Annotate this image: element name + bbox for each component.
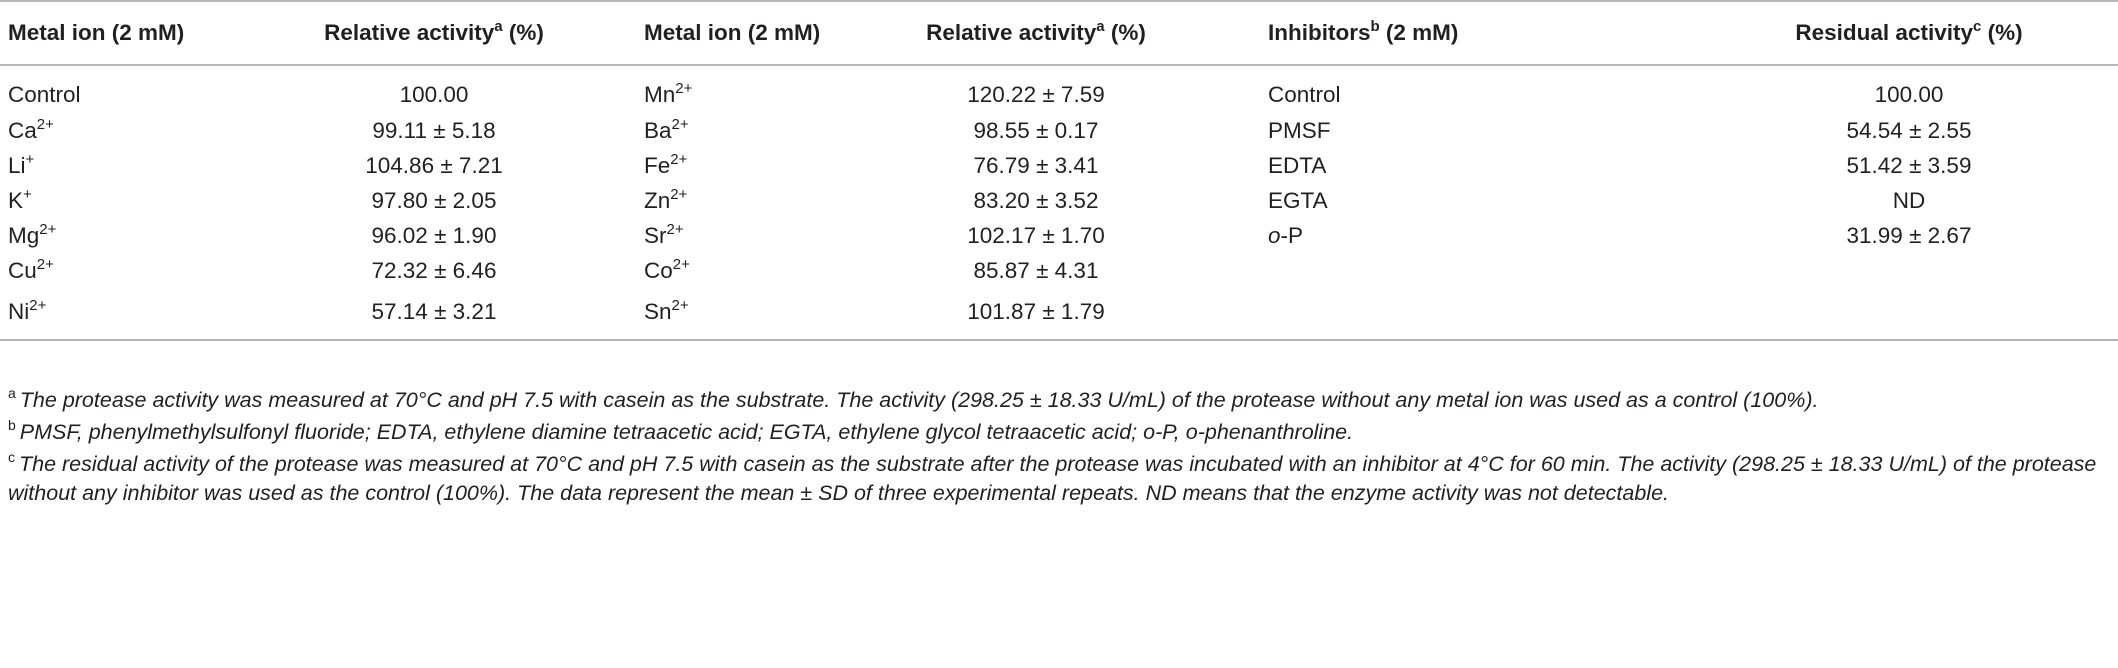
relative-activity-cell: 120.22 ± 7.59: [967, 81, 1105, 107]
metal-ion-cell: Control: [8, 81, 81, 107]
relative-activity-cell: 96.02 ± 1.90: [371, 222, 497, 248]
header-metal-ion-2: Metal ion (2 mM): [644, 20, 821, 45]
metal-ion-cell: $Co^{2+}$: [644, 255, 690, 283]
residual-activity-cell: 51.42 ± 3.59: [1846, 152, 1972, 178]
metal-ion-cell: $Cu^{2+}$: [8, 255, 54, 283]
relative-activity-cell: 97.80 ± 2.05: [371, 187, 497, 213]
residual-activity-cell: 100.00: [1874, 81, 1944, 107]
metal-ion-cell: $Sr^{2+}$: [644, 220, 684, 248]
metal-ion-cell: $Mn^{2+}$: [644, 79, 693, 107]
metal-ion-cell: $Sn^{2+}$: [644, 296, 689, 324]
header-metal-ion-1: Metal ion (2 mM): [8, 20, 185, 45]
residual-activity-cell: [1700, 288, 2118, 340]
header-relative-activity-2: Relative activity$^a$ (%): [926, 18, 1146, 45]
metal-ion-cell: $Ca^{2+}$: [8, 115, 54, 143]
residual-activity-cell: 31.99 ± 2.67: [1846, 222, 1972, 248]
inhibitor-cell: Control: [1268, 81, 1341, 107]
table-header-row: [0, 1, 2118, 65]
header-inhibitors: Inhibitors$^b$ (2 mM): [1268, 18, 1459, 45]
relative-activity-cell: 104.86 ± 7.21: [365, 152, 503, 178]
relative-activity-cell: 72.32 ± 6.46: [371, 257, 497, 283]
table-row: [0, 113, 2118, 148]
metal-ion-cell: K+: [8, 185, 32, 213]
relative-activity-cell: 99.11 ± 5.18: [372, 117, 496, 143]
table-row: [0, 218, 2118, 253]
residual-activity-cell: ND: [1892, 187, 1926, 213]
inhibitor-cell: [1260, 253, 1700, 288]
footnote-a: $^a$ The protease activity was measured at 70°C and pH 7.5 with casein as the substrate. The activity (298.25 ± 18.33 U/mL) of the protease without any metal ion was used as a control (100%).: [8, 385, 1819, 412]
relative-activity-cell: 85.87 ± 4.31: [973, 257, 1099, 283]
footnote-c: $^c$ The residual activity of the protease was measured at 70°C and pH 7.5 with casein as the substrate after the protease was incubated with an inhibitor at 4°C for 60 min. The activity (298.25 ± 18.33 U/mL) of the protease without any inhibitor was used as the control (100%). The data represent the mean ± SD of three experimental repeats. ND means that the enzyme activity was not detectable.: [8, 449, 2097, 505]
relative-activity-cell: 102.17 ± 1.70: [967, 222, 1105, 248]
inhibitor-cell: EDTA: [1268, 152, 1327, 178]
inhibitor-cell: [1260, 288, 1700, 340]
metal-ion-cell: $Ba^{2+}$: [644, 115, 689, 143]
residual-activity-cell: 54.54 ± 2.55: [1846, 117, 1972, 143]
relative-activity-cell: 101.87 ± 1.79: [967, 298, 1105, 324]
relative-activity-cell: 76.79 ± 3.41: [973, 152, 1099, 178]
table-row: [0, 288, 2118, 340]
table-row: [0, 183, 2118, 218]
metal-ion-cell: Li+: [8, 150, 35, 178]
header-relative-activity-1: Relative activity$^a$ (%): [324, 18, 544, 45]
metal-ion-cell: $Ni^{2+}$: [8, 296, 47, 324]
table-footnotes: [8, 386, 2112, 511]
residual-activity-cell: [1700, 253, 2118, 288]
metal-ion-cell: $Zn^{2+}$: [644, 185, 688, 213]
relative-activity-cell: 83.20 ± 3.52: [973, 187, 1099, 213]
inhibitor-cell: o-P: [1268, 222, 1304, 248]
table-row: [0, 148, 2118, 183]
table-row: [0, 65, 2118, 113]
inhibitor-cell: EGTA: [1268, 187, 1328, 213]
header-residual-activity: Residual activity$^c$ (%): [1795, 18, 2023, 45]
relative-activity-cell: 100.00: [399, 81, 469, 107]
metal-ion-cell: $Mg^{2+}$: [8, 220, 57, 248]
table-row: [0, 253, 2118, 288]
relative-activity-cell: 57.14 ± 3.21: [371, 298, 497, 324]
footnote-b: $^b$ PMSF, phenylmethylsulfonyl fluoride; EDTA, ethylene diamine tetraacetic acid; EGTA, ethylene glycol tetraacetic acid; o-P, o-phenanthroline.: [8, 417, 1354, 444]
metal-ion-cell: $Fe^{2+}$: [644, 150, 688, 178]
relative-activity-cell: 98.55 ± 0.17: [973, 117, 1099, 143]
inhibitor-cell: PMSF: [1268, 117, 1331, 143]
